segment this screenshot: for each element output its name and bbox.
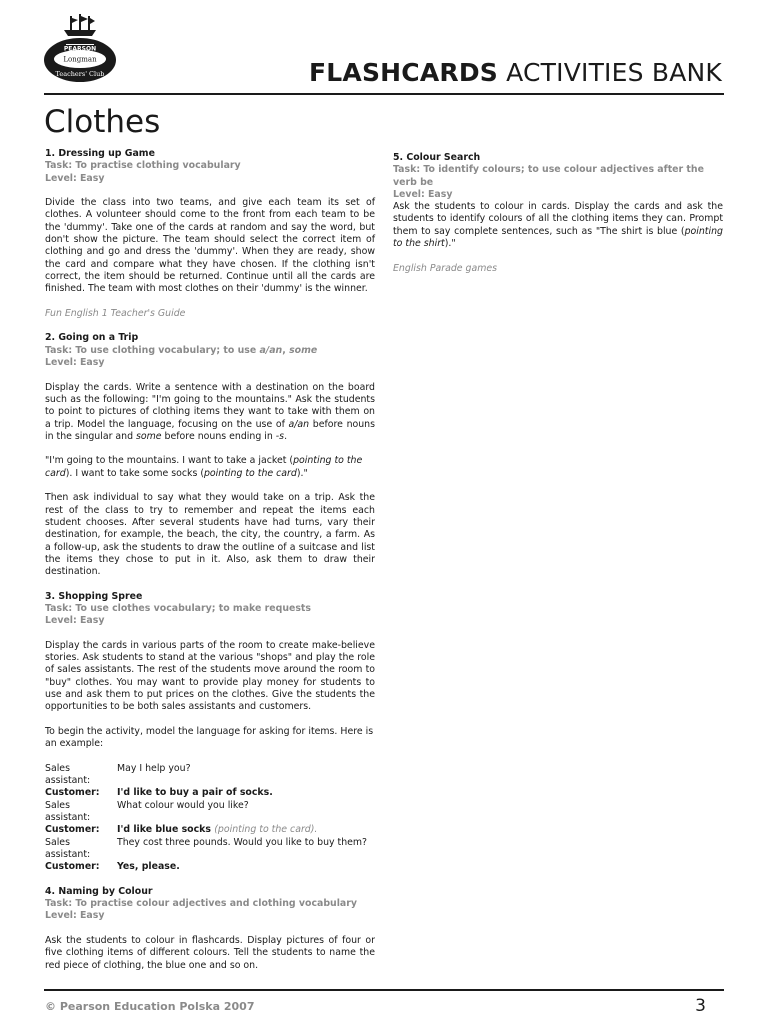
activity-3-description: Display the cards in various parts of the room to create make-believe stories. Ask students to stand at the various "shops" and play the role of sales assistants. The rest of the students move around the room to "buy" clothes. You may want to provide play money for students to use and ask them to put prices on the clothes. Give the students the opportunities to be both sales assistants and customers. <box>45 639 375 713</box>
dialog-line: Sales assistant: May I help you? <box>45 762 191 787</box>
activity-3-intro: To begin the activity, model the language for asking for items. Here is an example: <box>45 725 374 750</box>
right-column <box>393 152 723 275</box>
activity-2-followup: Then ask individual to say what they would take on a trip. Ask the rest of the class to try to remember and repeat the items each student chooses. After several students have had turns, vary their destination, for example, the beach, the city, the country, a farm. As a follow-up, ask the students to draw the outline of a suitcase and list the items they chose to put in it. Also, ask them to draw their destination. <box>45 492 375 578</box>
activity-3-dialog <box>45 763 375 874</box>
left-column <box>45 148 375 972</box>
activity-2-task: Task: To use clothing vocabulary; to use a/an, some <box>45 344 318 356</box>
activity-2 <box>45 332 375 578</box>
activity-5-level: Level: Easy <box>393 188 453 200</box>
activity-5-title: 5. Colour Search <box>393 152 481 163</box>
activity-3 <box>45 591 375 874</box>
svg-text:Longman: Longman <box>63 55 97 64</box>
activity-2-description: Display the cards. Write a sentence with a destination on the board such as the following: "I'm going to the mountains." Ask the students to point to pictures of clothing items they want to take with them on a trip. Model the language, focusing on the use of a/an before nouns in the singular and some before nouns ending in -s. <box>45 381 376 442</box>
dialog-line: Customer: I'd like blue socks (pointing to the card). <box>45 824 318 836</box>
activity-4-description: Ask the students to colour in flashcards. Display pictures of four or five clothing items of different colours. Tell the students to name the red piece of clothing, the blue one and so on. <box>45 935 375 971</box>
svg-text:PEARSON: PEARSON <box>63 45 97 53</box>
page-number: 3 <box>695 996 706 1016</box>
activity-2-level: Level: Easy <box>45 357 105 369</box>
activity-5-source: English Parade games <box>393 262 498 274</box>
header-title <box>309 58 722 88</box>
activity-5-task: Task: To identify colours; to use colour adjectives after the verb be <box>393 164 704 188</box>
activity-4-level: Level: Easy <box>45 910 105 922</box>
activity-1-source: Fun English 1 Teacher's Guide <box>45 307 186 319</box>
pearson-longman-teachers-club-logo <box>42 12 118 86</box>
activity-4 <box>45 886 375 972</box>
activity-4-task: Task: To practise colour adjectives and clothing vocabulary <box>45 898 357 910</box>
activity-1 <box>45 148 375 320</box>
footer-divider <box>44 989 724 991</box>
activity-3-level: Level: Easy <box>45 615 105 627</box>
activity-1-title: 1. Dressing up Game <box>45 148 155 159</box>
activity-2-example: "I'm going to the mountains. I want to take a jacket (pointing to the card). I want to take some socks (pointing to the card)." <box>45 455 363 479</box>
dialog-line: Customer: Yes, please. <box>45 861 180 873</box>
page-title: Clothes <box>44 104 161 140</box>
dialog-line: Sales assistant: They cost three pounds. Would you like to buy them? <box>45 836 368 860</box>
activity-1-description: Divide the class into two teams, and give each team its set of clothes. A volunteer should come to the front from each team to be the 'dummy'. Take one of the cards at random and say the word, but don't show the picture. The team should select the correct item of clothing and go and dress the 'dummy'. When they are ready, show the card and compare what they have chosen. If the clothing isn't correct, the item should be returned. Continue until all the cards are finished. The team with most clothes on their 'dummy' is the winner. <box>45 197 375 295</box>
activity-4-title: 4. Naming by Colour <box>45 885 153 897</box>
activity-2-title: 2. Going on a Trip <box>45 332 139 344</box>
activity-5 <box>393 152 723 275</box>
activity-3-task: Task: To use clothes vocabulary; to make requests <box>45 602 311 614</box>
svg-text:Teachers' Club: Teachers' Club <box>55 70 105 78</box>
dialog-line: Customer: I'd like to buy a pair of socks. <box>45 787 273 799</box>
footer-copyright: © Pearson Education Polska 2007 <box>45 1000 255 1013</box>
activity-5-description: Ask the students to colour in cards. Display the cards and ask the students to identify colours of all the clothing items they can. Prompt them to say complete sentences, such as "The shirt is blue (pointing to the shirt)." <box>393 201 723 250</box>
header-divider <box>44 93 724 95</box>
activity-1-task: Task: To practise clothing vocabulary <box>45 160 241 172</box>
dialog-line: Sales assistant: What colour would you like? <box>45 799 249 824</box>
header-title-bold: FLASHCARDS <box>309 58 498 87</box>
activity-1-level: Level: Easy <box>45 172 105 184</box>
header-title-rest: ACTIVITIES BANK <box>498 58 722 87</box>
activity-3-title: 3. Shopping Spree <box>45 590 143 602</box>
